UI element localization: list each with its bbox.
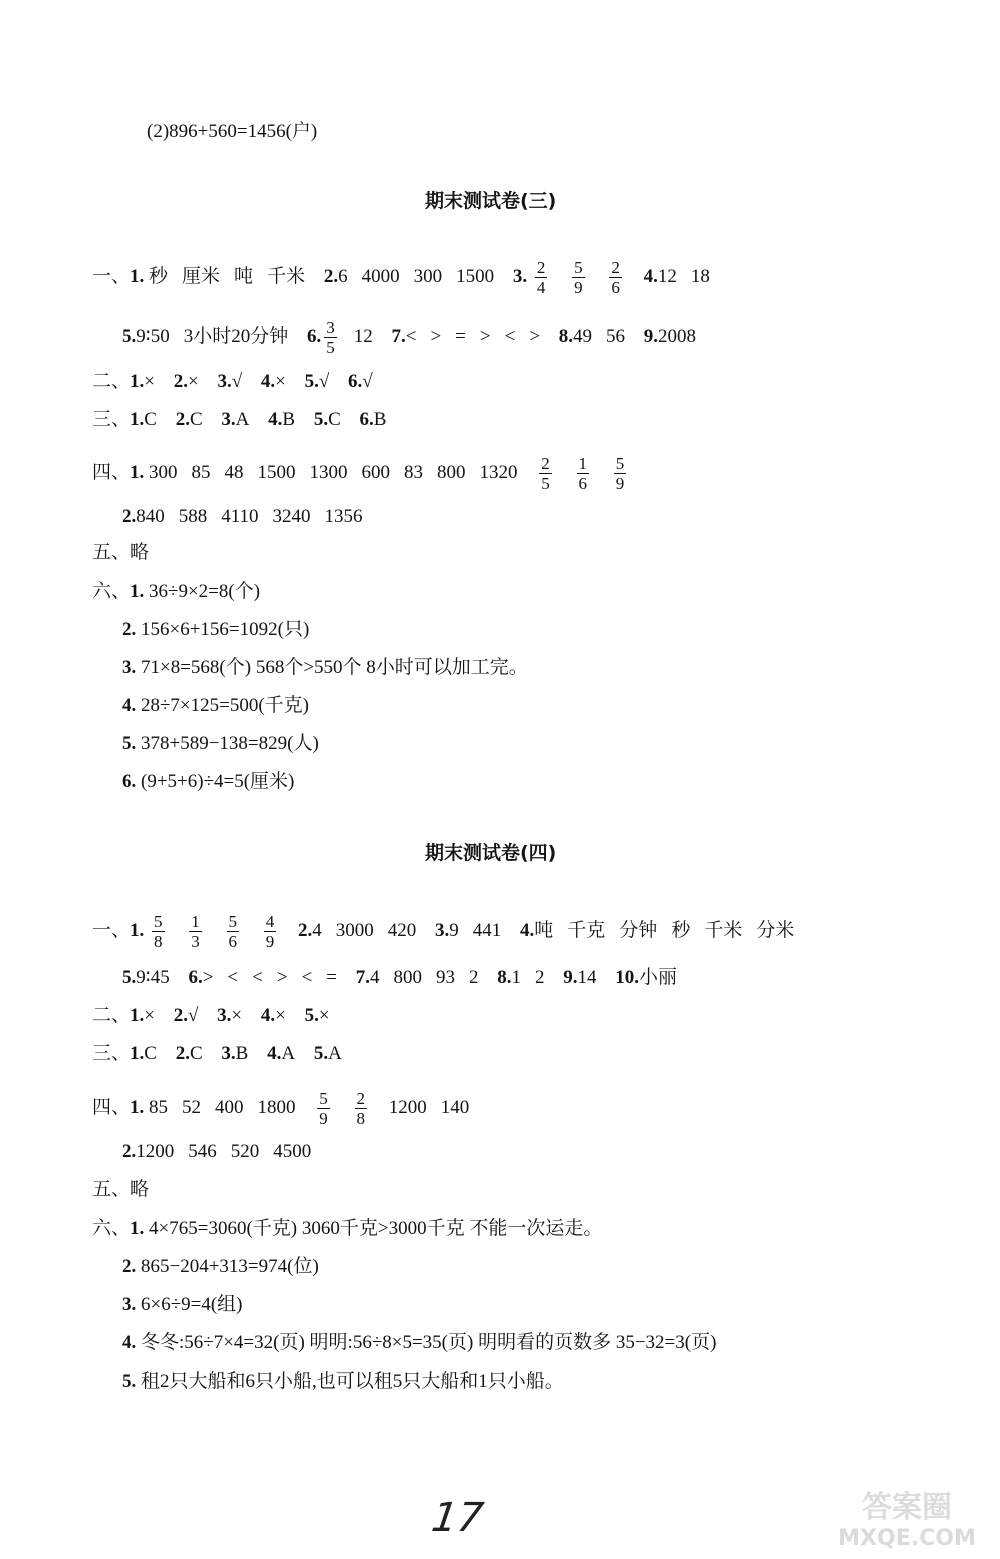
answer-line: 二、1.× 2.√ 3.× 4.× 5.× [92, 1005, 330, 1026]
answer-line: 三、1.C 2.C 3.A 4.B 5.C 6.B [92, 409, 387, 430]
answer-line: 4. 28÷7×125=500(千克) [122, 695, 310, 716]
fraction: $\frac{2}{5}$ [541, 454, 550, 493]
answer-line: 六、1. 4×765=3060(千克) 3060千克>3000千克 不能一次运走。 [92, 1218, 603, 1239]
fraction: $\frac{1}{3}$ [191, 912, 200, 951]
answer-line: 3. 71×8=568(个) 568个>550个 8小时可以加工完。 [122, 657, 528, 678]
fraction: $\frac{2}{4}$ [536, 258, 546, 297]
fraction: $\frac{5}{9}$ [615, 454, 625, 493]
answer-line: 四、1. 300 85 48 1500 1300 600 83 800 1320 $\frac{2}{5}$ $\frac{1}{6}$ $\frac{5}{9}$ [92, 454, 625, 493]
answer-line: 三、1.C 2.C 3.B 4.A 5.A [92, 1043, 342, 1064]
section-title: 期末测试卷(三) [425, 190, 557, 212]
fraction: $\frac{2}{8}$ [356, 1089, 366, 1128]
section-title: 期末测试卷(四) [425, 842, 557, 864]
answer-line: 5.9∶45 6.> < < > < = 7.4 800 93 2 8.1 2 9.14 10.小丽 [122, 967, 678, 988]
fraction: $\frac{5}{8}$ [154, 912, 163, 951]
watermark-text: MXQE.COM [838, 1526, 976, 1551]
fraction: $\frac{1}{6}$ [578, 454, 588, 493]
fraction: $\frac{3}{5}$ [326, 318, 335, 357]
answer-line: (2)896+560=1456(户) [147, 121, 318, 142]
answer-line: 四、1. 85 52 400 1800 $\frac{5}{9}$ $\frac{2}{8}$ 1200 140 [92, 1089, 470, 1128]
watermark-glyphs: 答案圈 [862, 1490, 952, 1525]
answer-line: 六、1. 36÷9×2=8(个) [92, 581, 261, 602]
fraction: $\frac{5}{9}$ [319, 1089, 328, 1128]
answer-line: 一、1. 秒 厘米 吨 千米 2.6 4000 300 1500 3. $\frac{2}{4}$ $\frac{5}{9}$ $\frac{2}{6}$ 4.12 18 [92, 258, 710, 297]
answer-line: 6. (9+5+6)÷4=5(厘米) [122, 771, 295, 792]
answer-line: 2. 156×6+156=1092(只) [122, 619, 310, 640]
answer-line: 一、1. $\frac{5}{8}$ $\frac{1}{3}$ $\frac{5}{6}$ $\frac{4}{9}$ 2.4 3000 420 3.9 441 4.吨 千克 分钟 秒 千米 分米 [92, 912, 795, 951]
answer-line: 2.840 588 4110 3240 1356 [122, 506, 363, 527]
answer-line: 五、略 [92, 542, 150, 563]
answer-line: 3. 6×6÷9=4(组) [122, 1294, 243, 1315]
fraction: $\frac{5}{6}$ [228, 912, 238, 951]
fraction: $\frac{2}{6}$ [611, 258, 620, 297]
page-number: 17 [428, 1495, 487, 1541]
answer-line: 5. 378+589−138=829(人) [122, 733, 319, 754]
answer-line: 2. 865−204+313=974(位) [122, 1256, 319, 1277]
answer-line: 二、1.× 2.× 3.√ 4.× 5.√ 6.√ [92, 371, 373, 392]
answer-line: 4. 冬冬:56÷7×4=32(页) 明明:56÷8×5=35(页) 明明看的页数多 35−32=3(页) [122, 1332, 717, 1353]
watermark-logo [832, 1481, 982, 1551]
answer-line: 5. 租2只大船和6只小船,也可以租5只大船和1只小船。 [122, 1371, 564, 1392]
answer-line: 五、略 [92, 1179, 150, 1200]
fraction: $\frac{4}{9}$ [265, 912, 275, 951]
fraction: $\frac{5}{9}$ [574, 258, 583, 297]
answer-line: 2.1200 546 520 4500 [122, 1141, 312, 1162]
answer-line: 5.9∶50 3小时20分钟 6. $\frac{3}{5}$ 12 7.< > = > < > 8.49 56 9.2008 [122, 318, 697, 357]
